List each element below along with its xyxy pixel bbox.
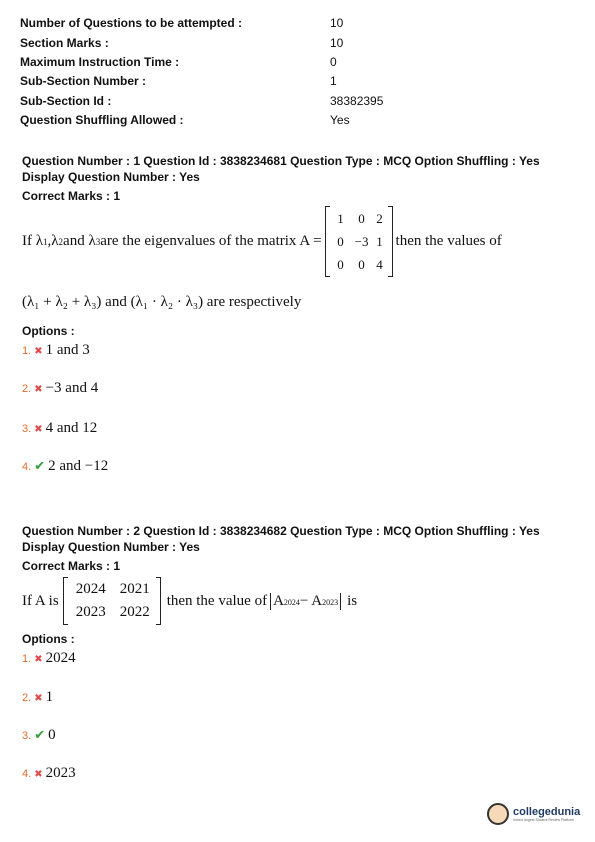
matrix-cell: 4 [376,256,383,272]
matrix-2x2 [63,577,161,625]
correct-marks: Correct Marks : 1 [22,559,121,573]
option[interactable] [22,727,56,744]
option-text: 2 and −12 [48,458,109,474]
info-value: 10 [330,16,344,30]
info-label: Question Shuffling Allowed : [20,113,184,127]
info-label: Number of Questions to be attempted : [20,16,243,30]
question-text-part: and λ [63,233,96,249]
option-text: 4 and 12 [45,420,98,436]
matrix-cell: 2022 [119,604,150,620]
cross-icon: ✖ [34,424,43,435]
matrix-cell: 0 [358,256,365,272]
option[interactable] [22,420,97,437]
question-text-part: then the values of [395,233,502,249]
logo-text [513,806,580,822]
info-value: 10 [330,36,344,50]
option-text: 2023 [45,765,76,781]
info-label: Sub-Section Id : [20,94,112,108]
option[interactable] [22,458,108,475]
options-label: Options : [22,324,75,338]
info-label: Sub-Section Number : [20,74,147,88]
determinant-expression [270,593,341,610]
subscript: 1 [43,236,48,247]
option-number: 4. [22,461,32,473]
cross-icon: ✖ [34,769,43,780]
matrix-cell: 2021 [119,581,150,597]
matrix-cell: 0 [358,210,365,226]
info-label: Section Marks : [20,36,109,50]
option[interactable] [22,689,53,706]
cross-icon: ✖ [34,346,43,357]
question-text-part: ,λ [47,233,59,249]
option-number: 3. [22,730,32,742]
option[interactable] [22,380,98,397]
matrix-cell: 1 [337,210,344,226]
subscript: 3 [95,236,101,247]
subscript: 2 [58,236,64,247]
question-text [22,206,502,277]
cross-icon: ✖ [34,654,43,665]
expression-part: − A [299,592,323,609]
mascot-icon [487,803,509,825]
matrix-cell: −3 [354,233,369,249]
info-value: 0 [330,55,337,69]
question-text-part: then the value of [166,592,268,609]
question-display-flag: Display Question Number : Yes [22,540,200,554]
option[interactable] [22,650,76,667]
expression-part: A [273,592,284,609]
brand-tagline: India's largest Student Review Platform [513,818,574,822]
check-icon: ✔ [34,728,46,743]
matrix-cell: 0 [337,233,344,249]
matrix-cell: 1 [376,233,383,249]
info-value: 1 [330,74,337,88]
info-label: Maximum Instruction Time : [20,55,180,69]
option-number: 2. [22,692,32,704]
matrix-cell: 0 [337,256,344,272]
question-text [22,577,357,625]
check-icon: ✔ [34,459,46,474]
question-header: Question Number : 2 Question Id : 3838234682 Question Type : MCQ Option Shuffling : Yes [22,524,540,538]
superscript: 2023 [322,597,339,607]
cross-icon: ✖ [34,693,43,704]
question-text-part: If A is [22,592,59,609]
option[interactable] [22,765,76,782]
option-text: 2024 [45,650,76,666]
option-text: −3 and 4 [45,380,99,396]
matrix-cell: 2 [376,210,383,226]
question-text-line2: (λ₁ + λ₂ + λ₃) and (λ₁ · λ₂ · λ₃) are respectively [22,294,302,310]
question-text-part: If λ [22,233,44,249]
brand-name: collegedunia [513,806,581,818]
option-number: 3. [22,423,32,435]
correct-marks: Correct Marks : 1 [22,189,121,203]
cross-icon: ✖ [34,384,43,395]
info-value: Yes [330,113,350,127]
options-label: Options : [22,632,75,646]
matrix-cell: 2024 [75,581,106,597]
option-text: 0 [48,727,56,743]
matrix-3x3 [325,206,393,277]
question-text-part: are the eigenvalues of the matrix A = [100,233,322,249]
option-number: 4. [22,768,32,780]
question-header: Question Number : 1 Question Id : 3838234681 Question Type : MCQ Option Shuffling : Yes [22,154,540,168]
option-number: 1. [22,653,32,665]
option-text: 1 and 3 [45,342,90,358]
matrix-cell: 2023 [75,604,106,620]
option-number: 2. [22,383,32,395]
option[interactable] [22,342,90,359]
info-value: 38382395 [330,94,384,108]
question-text-part: is [347,592,358,609]
question-display-flag: Display Question Number : Yes [22,170,200,184]
collegedunia-logo [487,803,580,825]
option-text: 1 [45,689,54,705]
option-number: 1. [22,345,32,357]
superscript: 2024 [283,597,300,607]
